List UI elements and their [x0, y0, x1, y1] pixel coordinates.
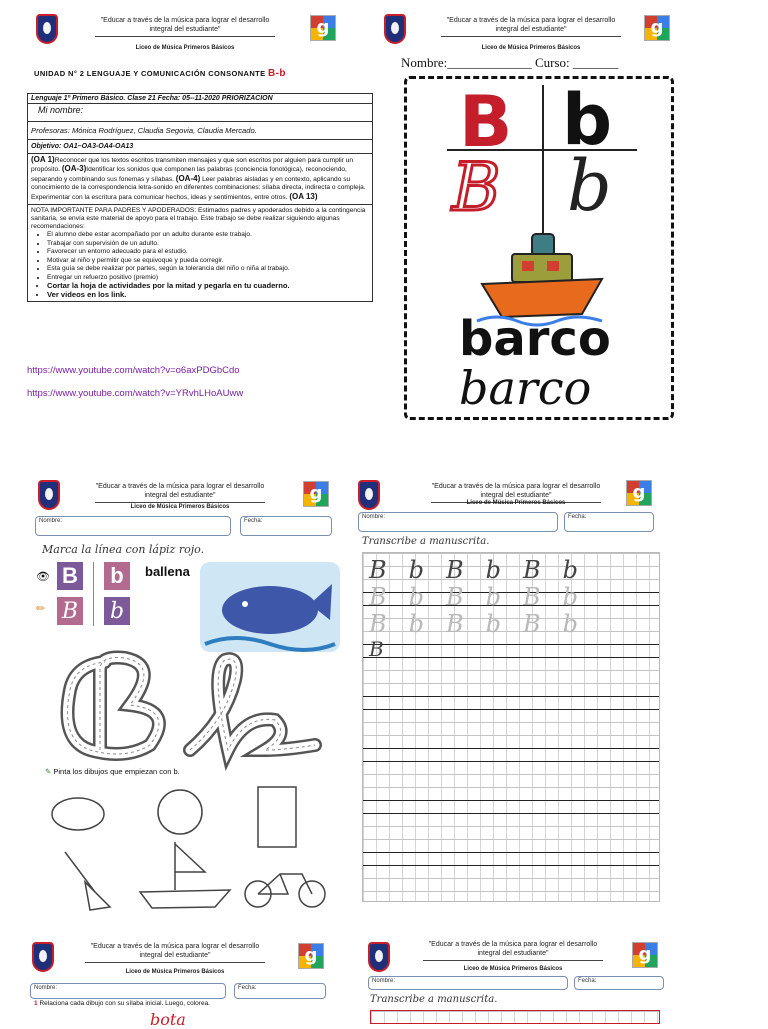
school-crest-icon: [368, 942, 390, 972]
motto: "Educar a través de la música para lograr el desarrollo integral del estudiante": [418, 940, 608, 961]
start-letter: B: [369, 637, 384, 661]
word-barco-print: barco: [459, 311, 611, 367]
pencil-icon: ✎: [45, 767, 52, 776]
sheet-2-letter-card: [384, 0, 768, 440]
school-crest-icon: [358, 480, 380, 510]
eye-icon: 👁: [36, 571, 50, 583]
school-name: Liceo de Música Primeros Básicos: [130, 504, 230, 510]
school-name: Liceo de Música Primeros Básicos: [466, 500, 566, 506]
fecha-field[interactable]: Fecha:: [564, 512, 654, 532]
paint-instruction: ✎ Pinta los dibujos que empiezan con b.: [45, 767, 180, 776]
tracing-letters-row: BbBbBb: [369, 583, 600, 611]
sheet-header: [384, 470, 768, 516]
motto: "Educar a través de la música para lograr el desarrollo integral del estudiante": [90, 482, 270, 503]
word-ballena: ballena: [145, 564, 190, 579]
recommendation-item: • Entregar un refuerzo positivo (premio): [47, 274, 369, 282]
activity-instruction: Transcribe a manuscrita.: [362, 536, 490, 547]
google-classroom-icon: g: [310, 15, 336, 41]
nombre-field[interactable]: Nombre:: [368, 976, 568, 990]
sheet-1-instructions: [0, 0, 384, 440]
recommendation-item: • Favorecer un entorno adecuado para el estudio.: [47, 248, 369, 256]
tile-print-lower: b: [104, 562, 130, 590]
school-crest-icon: [38, 480, 60, 510]
recommendation-item: • Trabajar con supervisión de un adulto.: [47, 240, 369, 248]
word-barco-script: barco: [459, 361, 592, 415]
motto: "Educar a través de la música para lograr el desarrollo integral del estudiante": [436, 16, 626, 37]
pencil-icon: ✏: [36, 603, 46, 615]
youtube-link-2[interactable]: https://www.youtube.com/watch?v=YRvhLHoAUww: [27, 388, 244, 399]
tracing-letters-row: BbBbBb: [369, 610, 600, 638]
recommendation-list: [47, 231, 369, 299]
model-letters-row: BbBbBb: [369, 556, 600, 584]
drawing-ship[interactable]: [140, 842, 230, 908]
sheet-3-activity: [0, 470, 384, 920]
youtube-link-1[interactable]: https://www.youtube.com/watch?v=o6axPDGbCdo: [27, 365, 240, 376]
recommendation-item-bold: • Cortar la hoja de actividades por la mitad y pegarla en tu cuaderno.: [47, 282, 369, 290]
fecha-field[interactable]: Fecha:: [240, 516, 332, 536]
school-name: Liceo de Música Primeros Básicos: [481, 45, 581, 51]
handwriting-grid[interactable]: [370, 1010, 660, 1024]
school-name: Liceo de Música Primeros Básicos: [463, 966, 563, 972]
recommendation-item: • El alumno debe estar acompañado por un adulto durante este trabajo.: [47, 231, 369, 239]
parents-note: NOTA IMPORTANTE PARA PADRES Y APODERADOS: Estimados padres y apoderados debido a la contingencia sanitaria, se envía este material de apoyo para el trabajo. Este trabajo se debe realizar siguiendo algunas recomendaciones: • El alumno debe estar acompañado por un adulto durante este trabajo. • Trabajar con supervisión de un adulto. • Favorecer un entorno adecuado para el estudio. • Motivar al niño y permitir que se equivoque y pueda corregir. • Esta guía se debe realizar por partes, según la tolerancia del niño o niña al trabajo. • Entregar un refuerzo positivo (premio) • Cortar la hoja de actividades por la mitad y pegarla en tu cuaderno. • Ver videos en los link.: [28, 205, 372, 301]
motto: "Educar a través de la música para lograr el desarrollo integral del estudiante": [80, 942, 270, 963]
school-name: Liceo de Música Primeros Básicos: [125, 969, 225, 975]
drawing-ball[interactable]: [52, 798, 104, 830]
school-crest-icon: [32, 942, 54, 972]
motto: "Educar a través de la música para lograr el desarrollo integral del estudiante": [90, 16, 280, 37]
sheet-header: [0, 0, 384, 51]
handwriting-grid[interactable]: [362, 552, 660, 902]
boat-cabin: [512, 254, 572, 282]
google-classroom-icon: g: [298, 943, 324, 969]
motto: "Educar a través de la música para lograr el desarrollo integral del estudiante": [426, 482, 606, 503]
recommendation-item: • Esta guía se debe realizar por partes, según la tolerancia del niño o niña al trabajo.: [47, 265, 369, 273]
tile-script-upper: B: [57, 597, 83, 625]
partial-word: bota: [150, 1010, 186, 1029]
unit-title: UNIDAD N° 2 LENGUAJE Y COMUNICACIÓN CONSONANTE B-b: [34, 68, 286, 79]
boat-window: [547, 261, 559, 271]
sheet-6-handwriting: [370, 930, 768, 1024]
sheet-header: [0, 470, 384, 516]
sheet-header: [384, 930, 768, 976]
activity-instruction: Transcribe a manuscrita.: [370, 994, 498, 1005]
objetivo: Objetivo: OA1–OA3-OA4-OA13: [28, 140, 372, 154]
coloring-drawings[interactable]: [40, 782, 350, 912]
school-crest-icon: [36, 14, 58, 44]
google-classroom-icon: g: [644, 15, 670, 41]
school-crest-icon: [384, 14, 406, 44]
nombre-curso-line[interactable]: Nombre:_____________ Curso: _______: [401, 55, 619, 70]
letter-card: [404, 76, 674, 420]
info-row: Lenguaje 1º Primero Básico. Clase 21 Fecha: 05--11-2020 PRIORIZACION: [28, 94, 372, 104]
mi-nombre-field[interactable]: Mi nombre:: [28, 104, 372, 122]
tile-print-upper: B: [57, 562, 83, 590]
google-classroom-icon: g: [626, 480, 652, 506]
drawing-button[interactable]: [158, 790, 202, 834]
dotted-letter-tracing[interactable]: [50, 650, 350, 770]
drawing-broom[interactable]: [65, 852, 110, 910]
google-classroom-icon: g: [303, 481, 329, 507]
sheet-header: [0, 930, 384, 976]
nombre-field[interactable]: Nombre:: [30, 983, 226, 999]
sheet-header: [384, 0, 768, 51]
school-name: Liceo de Música Primeros Básicos: [135, 45, 235, 51]
sheet-4-handwriting: [362, 470, 768, 920]
tile-script-lower: b: [104, 597, 130, 625]
objectives-text: (OA 1)Reconocer que los textos escritos transmiten mensajes y que son escritos por alguien para cumplir un propósito. (OA-3)Identificar los sonidos que componen las palabras (conciencia fonológica), reconociendo, separando y combinando sus fonemas y sílabas. (OA-4) Leer palabras aisladas y en contexto, aplicando su conocimiento de la correspondencia letra-sonido en diferentes combinaciones: sílaba directa, indirecta o compleja. Experimentar con la escritura para comunicar hechos, ideas y sentimientos, entre otros. (OA 13): [28, 154, 372, 205]
drawing-door[interactable]: [258, 787, 296, 847]
nombre-field[interactable]: Nombre:: [35, 516, 231, 536]
print-lower-b: b: [562, 79, 613, 161]
class-info-table: [27, 93, 373, 302]
nombre-field[interactable]: Nombre:: [358, 512, 558, 532]
activity-instruction: 1 Relaciona cada dibujo con su sílaba inicial. Luego, colorea.: [34, 1000, 210, 1007]
boat-chimney: [532, 234, 554, 256]
recommendation-item-bold: • Ver videos en los link.: [47, 291, 369, 299]
recommendation-item: • Motivar al niño y permitir que se equivoque y pueda corregir.: [47, 257, 369, 265]
fecha-field[interactable]: Fecha:: [574, 976, 664, 990]
boat-window: [522, 261, 534, 271]
script-lower-b: b: [567, 145, 612, 227]
fecha-field[interactable]: Fecha:: [234, 983, 326, 999]
print-upper-b: B: [459, 81, 513, 163]
activity-instruction: Marca la línea con lápiz rojo.: [42, 543, 205, 556]
google-classroom-icon: g: [632, 942, 658, 968]
profesoras: Profesoras: Mónica Rodríguez, Claudia Segovia, Claudia Mercado.: [28, 122, 372, 140]
tile-divider-v: [93, 562, 94, 626]
whale-illustration: [200, 562, 340, 652]
script-upper-b: B: [452, 149, 501, 226]
card-divider-v: [542, 85, 544, 235]
sheet-5-activity: [0, 930, 384, 1029]
